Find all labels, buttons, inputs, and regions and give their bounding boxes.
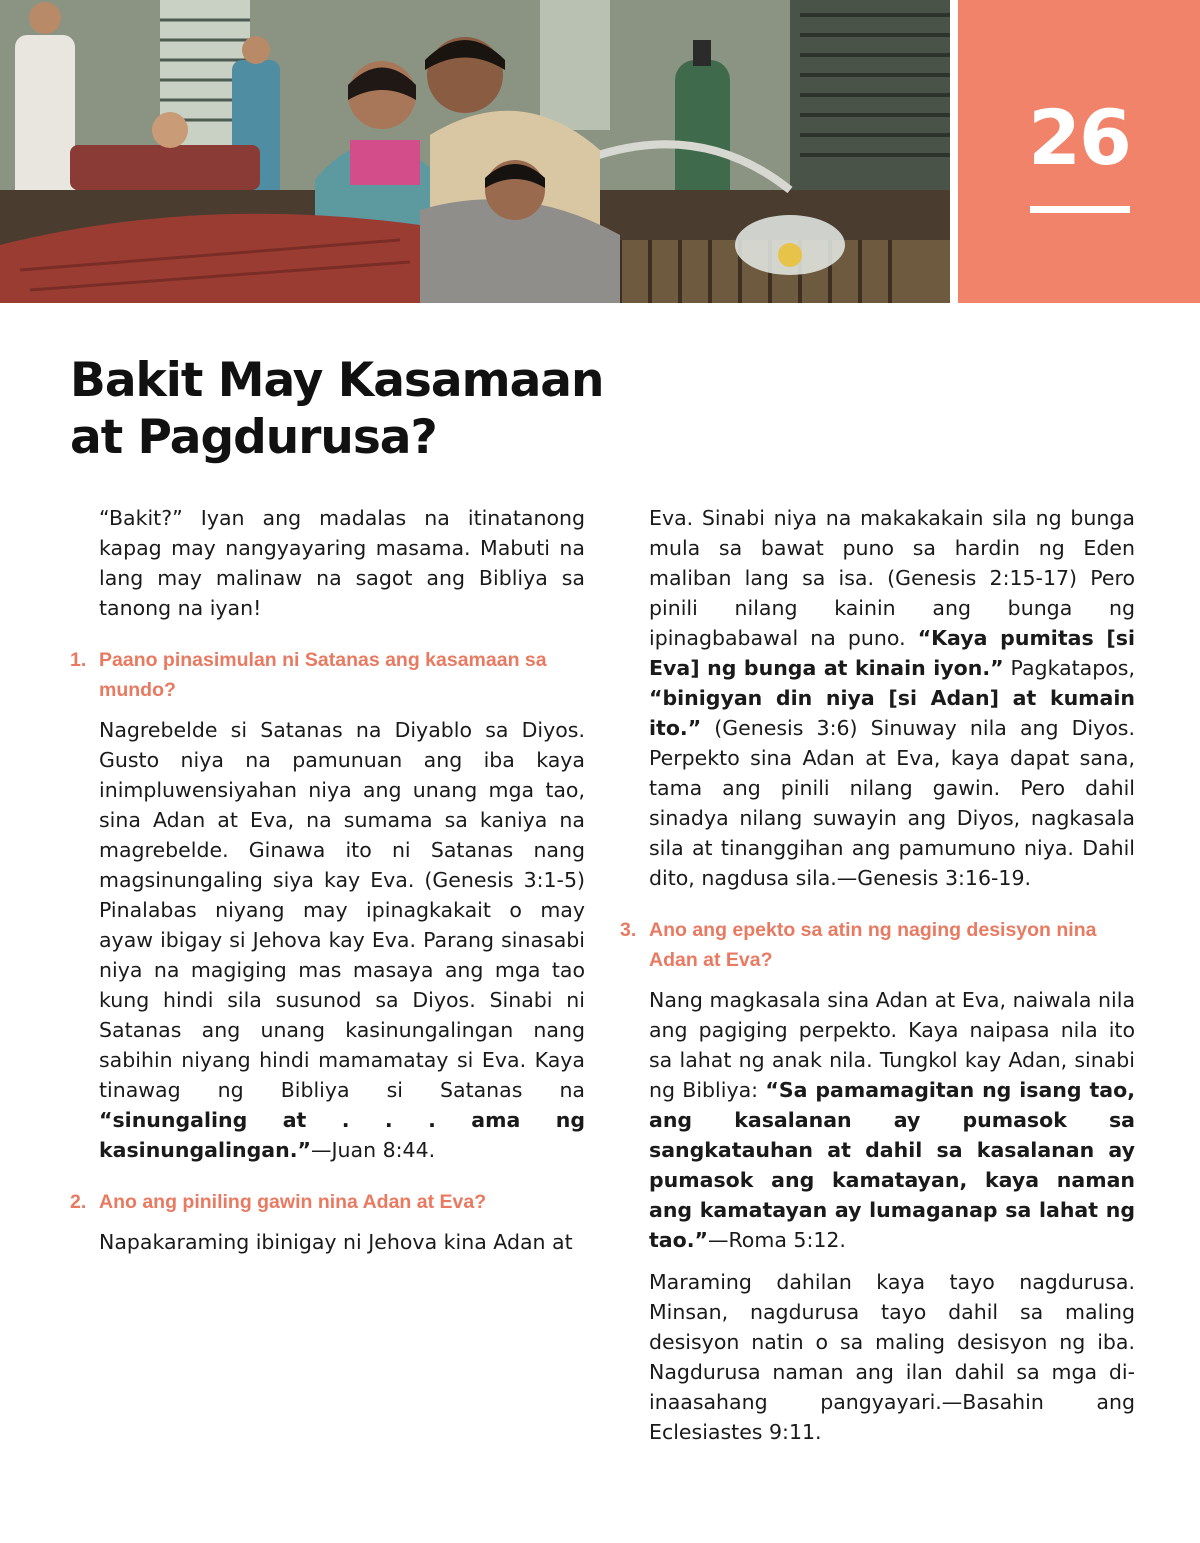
answer-1-quote: “sinungaling at . . . ama ng kasinungalingan.” [99,1108,585,1162]
lesson-number-underline [1030,206,1130,213]
answer-2-paragraph-continued [620,503,1135,893]
answer-3-paragraph-2: Maraming dahilan kaya tayo nagdurusa. Minsan, nagdurusa tayo dahil sa maling desisyon natin o sa maling desisyon ng iba. Nagdurusa naman ang ilan dahil sa mga di-inaasahang pangyayari.—Basahin ang Eclesiastes 9:11. [649,1270,1135,1444]
answer-2-quote-a-continued: “Kaya pumitas [si Eva] ng bunga at kinain iyon.” [649,626,1135,680]
answer-3-body: Nang magkasala sina Adan at Eva, naiwala nila ang pagiging perpekto. Kaya naipasa nila ito sa lahat ng anak nila. Tungkol kay Adan, sinabi ng Bibliya: [649,988,1135,1102]
question-2-text: Ano ang piniling gawin nina Adan at Eva? [99,1191,487,1213]
question-1 [70,645,585,705]
question-1-number: 1. [70,649,87,671]
page-title [70,352,770,466]
right-column [620,503,1135,1459]
answer-2-quote-b-continued: “binigyan din niya [si Adan] at kumain ito.” [649,686,1135,740]
title-line-1: Bakit May Kasamaan [70,353,604,408]
title-line-2: at Pagdurusa? [70,410,437,465]
lesson-badge [958,0,1200,303]
hero-photo [0,0,950,303]
answer-3-reference: —Roma 5:12. [707,1228,846,1252]
answer-3-quote: “Sa pamamagitan ng isang tao, ang kasalanan ay pumasok sa sangkatauhan at dahil sa kasalanan ay pumasok ang kamatayan, kaya naman ang kamatayan ay lumaganap sa lahat ng tao.” [649,1078,1135,1252]
answer-2-body-a: Napakaraming ibinigay ni Jehova kina Adan at [99,1230,573,1254]
answer-3-paragraph [620,985,1135,1255]
question-2-number: 2. [70,1191,87,1213]
answer-2-mid-continued: Pagkatapos, [1010,656,1135,680]
answer-1-body: Nagrebelde si Satanas na Diyablo sa Diyos. Gusto niya na pamunuan ang iba kaya inimpluwensiyahan niya ang unang mga tao, sina Adan at Eva, na sumama sa kaniya na magrebelde. Ginawa ito ni Satanas nang magsinungaling siya kay Eva. (Genesis 3:1-5) Pinalabas niyang may ipinagkakait o may ayaw ibigay si Jehova kay Eva. Parang sinasabi niya na magiging mas masaya ang mga tao kung hindi sila susunod sa Diyos. Sinabi ni Satanas ang unang kasinungalingan nang sabihin niyang hindi mamamatay si Eva. Kaya tinawag ng Bibliya si Satanas na [99,718,585,1102]
lesson-number: 26 [1028,93,1130,182]
question-3-text: Ano ang epekto sa atin ng naging desisyon nina Adan at Eva? [649,919,1097,971]
question-3 [620,915,1135,975]
intro-paragraph: “Bakit?” Iyan ang madalas na itinatanong kapag may nangyayaring masama. Mabuti na lang may malinaw na sagot ang Bibliya sa tanong na iyan! [99,506,585,620]
question-2 [70,1187,585,1217]
answer-2-body-a-continued: Eva. Sinabi niya na makakakain sila ng bunga mula sa bawat puno sa hardin ng Eden maliban lang sa isa. (Genesis 2:15-17) Pero pinili nilang kainin ang bunga ng ipinagbabawal na puno. [649,506,1135,650]
answer-2-body-b-continued: (Genesis 3:6) Sinuway nila ang Diyos. Perpekto sina Adan at Eva, kaya dapat sana, tama ang pinili nilang gawin. Pero dahil sinadya nilang suwayin ang Diyos, nagkasala sila at tinanggihan ang pamumuno niya. Dahil dito, nagdusa sila.—Genesis 3:16-19. [649,716,1135,890]
answer-1-paragraph [70,715,585,1165]
answer-1-reference: —Juan 8:44. [311,1138,436,1162]
left-column [70,503,585,1269]
question-1-text: Paano pinasimulan ni Satanas ang kasamaan sa mundo? [99,649,547,701]
answer-2-paragraph [70,1227,585,1257]
hospital-scene-illustration [0,0,950,303]
question-3-number: 3. [620,919,637,941]
